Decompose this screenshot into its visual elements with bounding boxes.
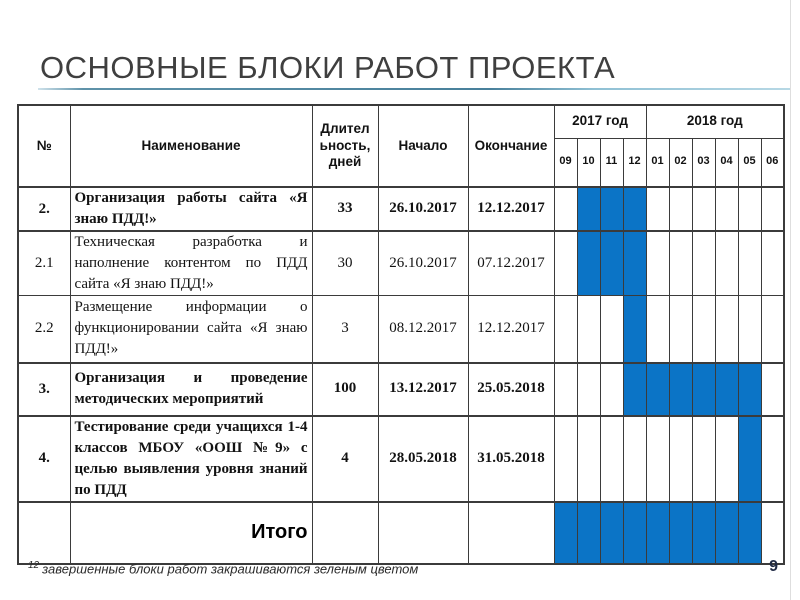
gantt-cell (761, 416, 784, 502)
footnote (28, 560, 418, 576)
duration-cell (312, 502, 378, 564)
task-name-cell: Размещение информации о функционировании сайта «Я знаю ПДД!» (70, 296, 312, 363)
gantt-cell (600, 296, 623, 363)
gantt-cell (738, 502, 761, 564)
gantt-cell (600, 502, 623, 564)
gantt-cell (554, 363, 577, 416)
gantt-cell (692, 363, 715, 416)
gantt-cell (761, 187, 784, 231)
gantt-cell (646, 231, 669, 296)
gantt-cell (715, 187, 738, 231)
gantt-cell (623, 416, 646, 502)
project-blocks-table-wrap (17, 104, 785, 565)
start-date-cell: 26.10.2017 (378, 231, 468, 296)
gantt-cell (646, 416, 669, 502)
total-label: Итого (70, 502, 312, 564)
gantt-cell (646, 296, 669, 363)
gantt-cell (646, 363, 669, 416)
end-date-cell: 25.05.2018 (468, 363, 554, 416)
gantt-cell (623, 363, 646, 416)
header-month-10: 10 (577, 138, 600, 187)
header-year-2017: 2017 год (554, 105, 646, 138)
footnote-marker: 12 (28, 560, 40, 571)
gantt-cell (715, 296, 738, 363)
gantt-cell (577, 296, 600, 363)
gantt-cell (738, 363, 761, 416)
end-date-cell: 07.12.2017 (468, 231, 554, 296)
gantt-cell (554, 231, 577, 296)
header-name: Наименование (70, 105, 312, 187)
table-row (18, 416, 784, 502)
duration-cell: 4 (312, 416, 378, 502)
task-name-cell: Техническая разработка и наполнение контентом по ПДД сайта «Я знаю ПДД!» (70, 231, 312, 296)
gantt-cell (623, 187, 646, 231)
gantt-cell (761, 363, 784, 416)
header-num: № (18, 105, 70, 187)
header-month-02: 02 (669, 138, 692, 187)
gantt-cell (600, 363, 623, 416)
gantt-cell (554, 416, 577, 502)
row-number-cell: 2.2 (18, 296, 70, 363)
page-number: 9 (769, 558, 778, 575)
gantt-cell (554, 296, 577, 363)
header-month-05: 05 (738, 138, 761, 187)
header-duration: Длительность, дней (312, 105, 378, 187)
start-date-cell: 28.05.2018 (378, 416, 468, 502)
gantt-cell (761, 296, 784, 363)
gantt-cell (577, 416, 600, 502)
gantt-cell (692, 502, 715, 564)
gantt-cell (692, 416, 715, 502)
gantt-cell (715, 363, 738, 416)
gantt-cell (577, 363, 600, 416)
row-number-cell: 2.1 (18, 231, 70, 296)
start-date-cell: 13.12.2017 (378, 363, 468, 416)
row-number-cell: 3. (18, 363, 70, 416)
table-row (18, 363, 784, 416)
gantt-cell (738, 187, 761, 231)
gantt-cell (692, 187, 715, 231)
gantt-cell (600, 231, 623, 296)
total-row (18, 502, 784, 564)
gantt-cell (761, 502, 784, 564)
gantt-cell (669, 502, 692, 564)
header-year-2018: 2018 год (646, 105, 784, 138)
start-date-cell (378, 502, 468, 564)
gantt-cell (577, 231, 600, 296)
row-number-cell: 2. (18, 187, 70, 231)
gantt-cell (623, 296, 646, 363)
gantt-cell (669, 363, 692, 416)
header-row-years (18, 105, 784, 138)
gantt-cell (738, 296, 761, 363)
end-date-cell: 31.05.2018 (468, 416, 554, 502)
gantt-cell (623, 502, 646, 564)
gantt-cell (600, 416, 623, 502)
header-end: Окончание (468, 105, 554, 187)
header-month-11: 11 (600, 138, 623, 187)
gantt-cell (554, 187, 577, 231)
footnote-text: завершенные блоки работ закрашиваются зеленым цветом (42, 561, 419, 577)
gantt-cell (646, 187, 669, 231)
gantt-cell (623, 231, 646, 296)
gantt-cell (554, 502, 577, 564)
gantt-cell (715, 231, 738, 296)
gantt-cell (692, 231, 715, 296)
task-name-cell: Организация работы сайта «Я знаю ПДД!» (70, 187, 312, 231)
header-month-03: 03 (692, 138, 715, 187)
end-date-cell (468, 502, 554, 564)
title-underline (38, 88, 790, 90)
header-month-06: 06 (761, 138, 784, 187)
header-month-01: 01 (646, 138, 669, 187)
duration-cell: 30 (312, 231, 378, 296)
end-date-cell: 12.12.2017 (468, 296, 554, 363)
gantt-cell (761, 231, 784, 296)
task-name-cell: Организация и проведение методических мероприятий (70, 363, 312, 416)
gantt-cell (577, 502, 600, 564)
gantt-cell (600, 187, 623, 231)
gantt-cell (646, 502, 669, 564)
duration-cell: 100 (312, 363, 378, 416)
header-month-09: 09 (554, 138, 577, 187)
header-start: Начало (378, 105, 468, 187)
gantt-cell (669, 231, 692, 296)
gantt-cell (738, 416, 761, 502)
gantt-cell (669, 416, 692, 502)
table-row (18, 296, 784, 363)
header-month-04: 04 (715, 138, 738, 187)
end-date-cell: 12.12.2017 (468, 187, 554, 231)
table-row (18, 231, 784, 296)
header-month-12: 12 (623, 138, 646, 187)
start-date-cell: 08.12.2017 (378, 296, 468, 363)
gantt-cell (669, 187, 692, 231)
gantt-cell (738, 231, 761, 296)
slide-edge-line (790, 0, 791, 600)
project-gantt-table (17, 104, 785, 565)
gantt-cell (692, 296, 715, 363)
task-name-cell: Тестирование среди учащихся 1-4 классов МБОУ «ООШ №9» с целью выявления уровня знаний по ПДД (70, 416, 312, 502)
slide-title: ОСНОВНЫЕ БЛОКИ РАБОТ ПРОЕКТА (40, 50, 616, 85)
table-row (18, 187, 784, 231)
gantt-cell (577, 187, 600, 231)
gantt-cell (715, 502, 738, 564)
gantt-cell (669, 296, 692, 363)
start-date-cell: 26.10.2017 (378, 187, 468, 231)
row-number-cell: 4. (18, 416, 70, 502)
gantt-cell (715, 416, 738, 502)
duration-cell: 33 (312, 187, 378, 231)
row-number-cell (18, 502, 70, 564)
duration-cell: 3 (312, 296, 378, 363)
